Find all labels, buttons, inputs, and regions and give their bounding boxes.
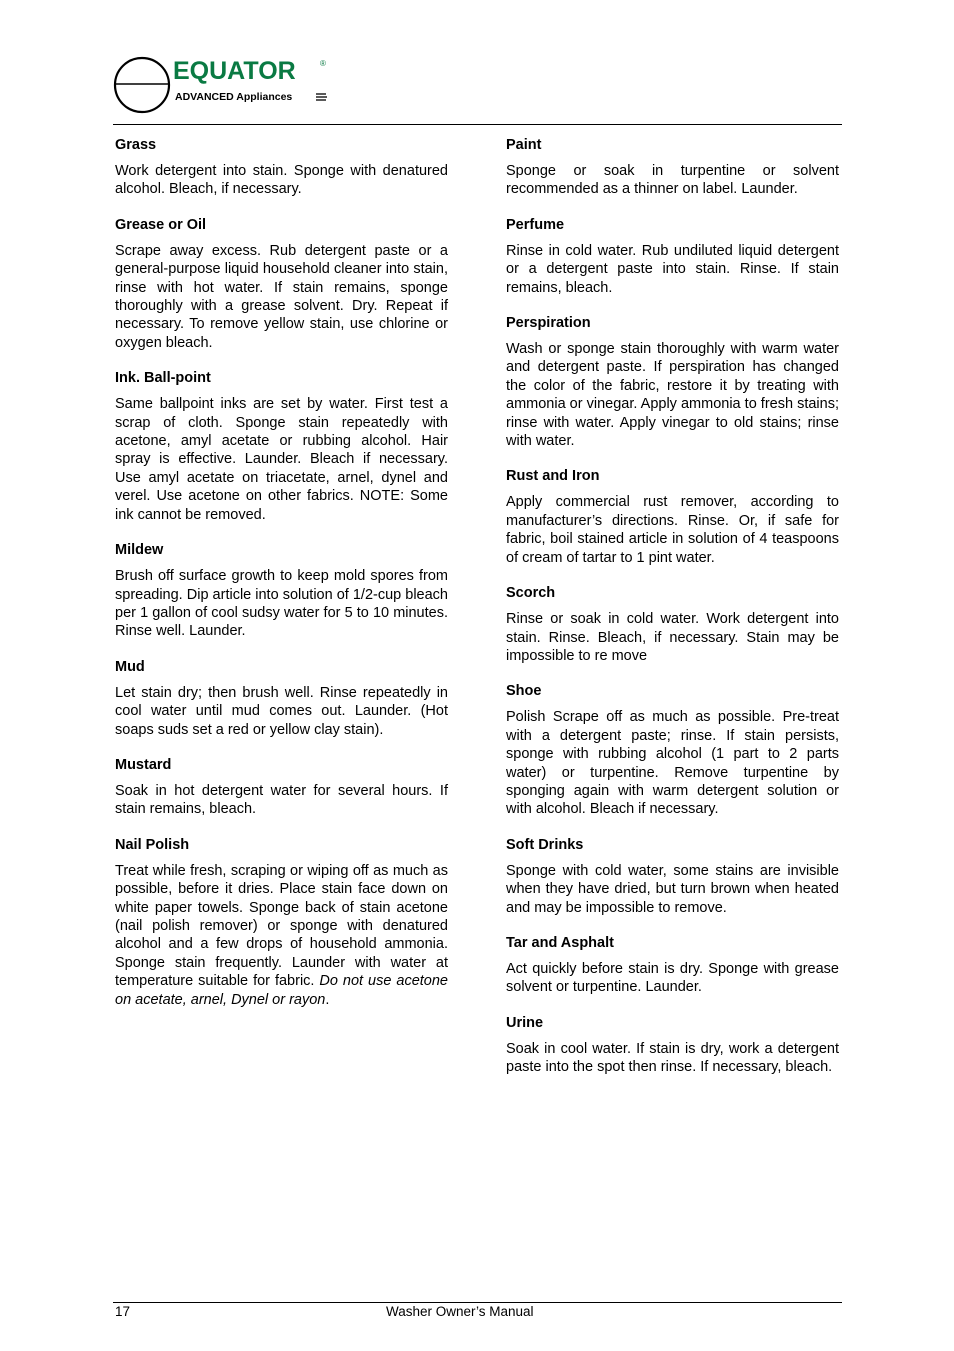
section-heading: Paint	[506, 137, 542, 153]
section-heading: Perfume	[506, 216, 565, 233]
stain-section-perfume	[506, 216, 839, 297]
stain-section-paint	[506, 136, 839, 199]
section-heading: Shoe	[506, 683, 542, 700]
stain-section-grass	[115, 136, 448, 199]
section-heading: Mustard	[115, 756, 172, 773]
section-heading: Soft Drinks	[506, 836, 584, 853]
section-text: Let stain dry; then brush well. Rinse repeatedly in cool water until mud comes out. Launder. (Hot soaps suds set a red or yellow clay stain).	[115, 684, 448, 738]
stain-section-mud	[115, 658, 448, 739]
logo-circle	[115, 58, 169, 112]
footer-divider	[113, 1302, 842, 1303]
stain-section-perspiration	[506, 314, 839, 450]
section-heading: Mildew	[115, 542, 164, 559]
section-text: Soak in hot detergent water for several hours. If stain remains, bleach.	[115, 782, 448, 818]
section-heading: Perspiration	[506, 315, 591, 332]
section-text	[115, 862, 448, 1009]
section-text: Rinse in cold water. Rub undiluted liquid detergent or a detergent paste into stain. Rinse. If stain remains, bleach.	[506, 242, 839, 296]
logo-lines-icon	[316, 94, 327, 100]
equator-logo	[113, 54, 343, 116]
stain-section-shoe	[506, 682, 839, 818]
section-heading: Tar and Asphalt	[506, 934, 614, 951]
section-text: Apply commercial rust remover, according to manufacturer’s directions. Rinse. Or, if safe for fabric, boil stained article in solution of 4 teaspoons of cream of tartar to 1 pint water.	[506, 494, 839, 566]
section-heading: Mud	[115, 658, 145, 675]
page-number: 17	[115, 1304, 131, 1319]
section-text: Sponge with cold water, some stains are invisible when they have dried, but turn brown when heated and may be impossible to remove.	[506, 862, 839, 916]
section-text: Wash or sponge stain thoroughly with warm water and detergent paste. If perspiration has changed the color of the fabric, restore it by treating with ammonia or vinegar. Apply ammonia to fresh stains; rinse with water. Apply vinegar to old stains; rinse with water.	[506, 341, 839, 450]
section-heading: Grass	[115, 137, 157, 153]
section-text: Polish Scrape off as much as possible. Pre-treat with a detergent paste; rinse. If stain persists, sponge with rubbing alcohol (1 part to 2 parts water) or turpentine. Remove turpentine by sponging again with warm detergent solution or with alcohol. Bleach if necessary.	[506, 709, 839, 818]
stain-section-rust-and-iron	[506, 467, 839, 567]
footer-title: Washer Owner’s Manual	[386, 1304, 534, 1319]
right-column	[506, 136, 839, 1094]
section-heading: Nail Polish	[115, 836, 190, 853]
section-text: Act quickly before stain is dry. Sponge with grease solvent or turpentine. Launder.	[506, 960, 839, 996]
section-text-italic: Do not use acetone on acetate, arnel, Dynel or rayon	[115, 973, 448, 1008]
logo-registered-mark: ®	[320, 59, 326, 68]
stain-section-soft-drinks	[506, 836, 839, 917]
stain-section-grease-or-oil	[115, 216, 448, 352]
stain-section-urine	[506, 1014, 839, 1077]
section-text-main: Treat while fresh, scraping or wiping off as much as possible, before it dries. Place stain face down on white paper towels. Sponge back of stain acetone (nail polish remover) or sponge with denatured alcohol and a few drops of household ammonia. Sponge stain frequently. Launder with water at temperature suitable for fabric.	[115, 862, 448, 990]
stain-section-tar-and-asphalt	[506, 934, 839, 997]
logo-wordmark: EQUATOR	[173, 57, 296, 85]
section-heading: Urine	[506, 1014, 544, 1031]
section-text: Scrape away excess. Rub detergent paste or a general-purpose liquid household cleaner into stain, rinse with hot water. If stain remains, sponge thoroughly with a grease solvent. Dry. Repeat if necessary. To remove yellow stain, use chlorine or oxygen bleach.	[115, 242, 448, 351]
section-text: Work detergent into stain. Sponge with denatured alcohol. Bleach, if necessary.	[115, 163, 448, 198]
section-text: Soak in cool water. If stain is dry, work a detergent paste into the spot then rinse. If necessary, bleach.	[506, 1040, 839, 1076]
section-text: Rinse or soak in cold water. Work detergent into stain. Rinse. Bleach, if necessary. Stain may be impossible to re move	[506, 611, 839, 664]
section-heading: Scorch	[506, 585, 556, 602]
section-heading: Grease or Oil	[115, 216, 207, 233]
section-text: Brush off surface growth to keep mold spores from spreading. Dip article into solution of 1/2-cup bleach per 1 gallon of cool sudsy water for 5 to 10 minutes. Rinse well. Launder.	[115, 568, 448, 640]
header-divider	[113, 124, 842, 125]
section-text-tail: .	[325, 991, 330, 1008]
section-text: Same ballpoint inks are set by water. First test a scrap of cloth. Sponge stain repeatedly with acetone, amyl acetate or rubbing alcohol. Hair spray is effective. Launder. Bleach if necessary. Use amyl acetate on triacetate, arnel, dynel and verel. Use acetone on other fabrics. NOTE: Some ink cannot be removed.	[115, 396, 448, 523]
stain-section-mildew	[115, 541, 448, 641]
section-text: Sponge or soak in turpentine or solvent recommended as a thinner on label. Launder.	[506, 163, 839, 198]
left-column	[115, 136, 448, 1026]
section-heading: Rust and Iron	[506, 468, 600, 485]
stain-section-nail-polish	[115, 836, 448, 1009]
stain-section-ink-ball-point	[115, 369, 448, 524]
stain-section-scorch	[506, 584, 839, 665]
stain-section-mustard	[115, 756, 448, 819]
section-heading: Ink. Ball-point	[115, 370, 211, 387]
logo-tagline: ADVANCED Appliances	[175, 91, 293, 103]
